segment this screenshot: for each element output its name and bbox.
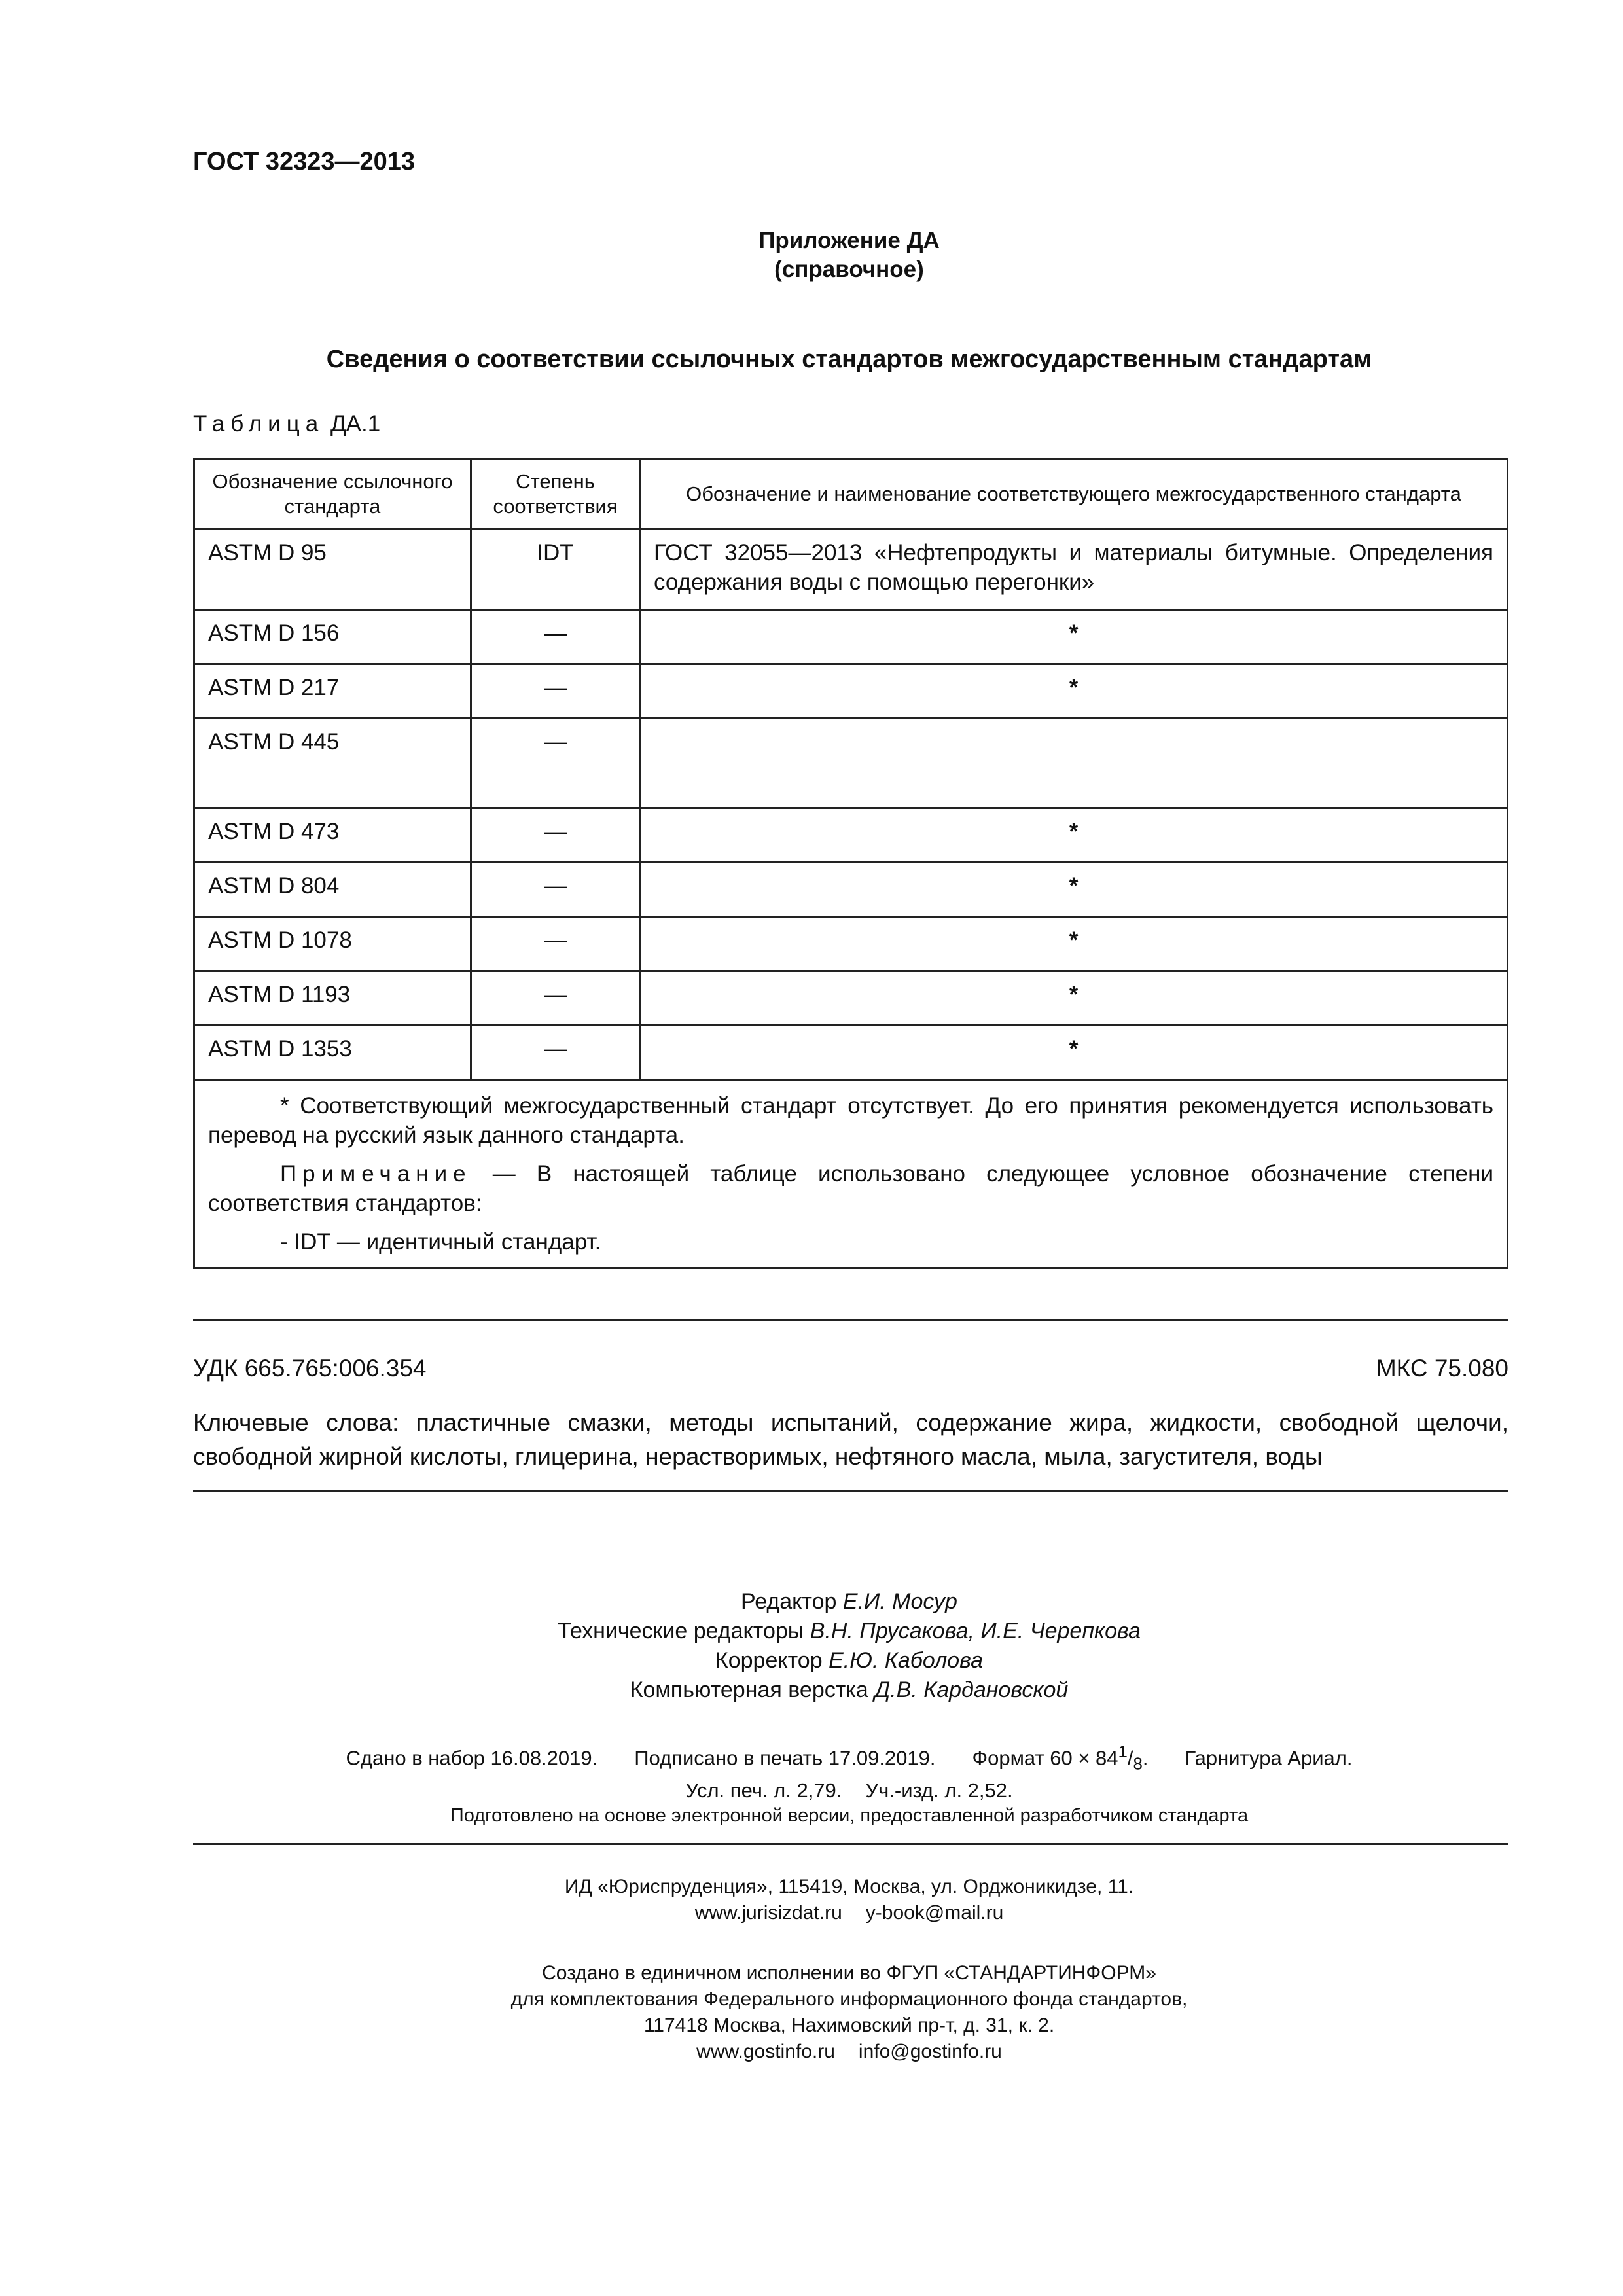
publisher-contacts: [0, 1900, 1623, 1926]
credit-editor: Редактор Е.И. Мосур: [741, 1589, 957, 1614]
appendix-heading: Сведения о соответствии ссылочных стандартов межгосударственным стандартам: [326, 346, 1372, 373]
correspondence-table: [193, 458, 1508, 1269]
udc-code: УДК 665.765:006.354: [193, 1355, 427, 1382]
table-footnote-cell: [194, 1080, 1508, 1268]
publisher-email: y-book@mail.ru: [865, 1902, 1004, 1924]
table-row: [194, 971, 1508, 1026]
cell-std: *: [640, 971, 1508, 1026]
print-line-1: Сдано в набор 16.08.2019. Подписано в печать 17.09.2019. Формат $60 \times 84^1/_8$. Гарнитура Ариал.: [346, 1743, 1353, 1774]
cell-ref: ASTM D 804: [194, 863, 471, 917]
cell-degree: —: [471, 863, 640, 917]
table-label-number: ДА.1: [330, 411, 381, 437]
note-label: Примечание: [280, 1161, 472, 1187]
note-idt: - IDT — идентичный стандарт.: [280, 1229, 601, 1255]
note-paragraph: [208, 1159, 1493, 1218]
publisher-info: [0, 1874, 1623, 1926]
cell-ref: ASTM D 1078: [194, 917, 471, 971]
created-email: info@gostinfo.ru: [858, 2041, 1002, 2062]
created-contacts: [0, 2039, 1623, 2065]
table-row: [194, 529, 1508, 610]
publisher-address: ИД «Юриспруденция», 115419, Москва, ул. Орджоникидзе, 11.: [564, 1876, 1134, 1897]
cell-std: *: [640, 610, 1508, 664]
publisher-site: www.jurisizdat.ru: [694, 1902, 842, 1924]
header-std: Обозначение и наименование соответствующего межгосударственного стандарта: [640, 459, 1508, 529]
cell-degree: —: [471, 610, 640, 664]
divider: [193, 1843, 1508, 1845]
cell-std: [640, 719, 1508, 808]
footnote-text: * Соответствующий межгосударственный стандарт отсутствует. До его принятия рекомендуется использовать перевод на русский язык данного стандарта.: [208, 1093, 1493, 1148]
created-line-1: Создано в единичном исполнении во ФГУП «СТАНДАРТИНФОРМ»: [542, 1962, 1156, 1984]
cell-degree: —: [471, 719, 640, 808]
table-row: [194, 664, 1508, 719]
print-line-2: Усл. печ. л. 2,79. Уч.-изд. л. 2,52.: [685, 1778, 1013, 1802]
cell-ref: ASTM D 1193: [194, 971, 471, 1026]
table-row: [194, 610, 1508, 664]
table-label: [193, 411, 380, 437]
cell-std: *: [640, 863, 1508, 917]
cell-std: *: [640, 664, 1508, 719]
cell-ref: ASTM D 1353: [194, 1026, 471, 1080]
created-site: www.gostinfo.ru: [696, 2041, 835, 2062]
table-row: [194, 917, 1508, 971]
created-line-3: 117418 Москва, Нахимовский пр-т, д. 31, к. 2.: [643, 2015, 1055, 2036]
table-label-word: Таблица: [193, 411, 325, 437]
table-row: [194, 863, 1508, 917]
header-degree: Степень соответствия: [471, 459, 640, 529]
divider: [193, 1490, 1508, 1492]
cell-degree: —: [471, 971, 640, 1026]
cell-degree: —: [471, 1026, 640, 1080]
cell-ref: ASTM D 217: [194, 664, 471, 719]
cell-degree: —: [471, 664, 640, 719]
cell-std: ГОСТ 32055—2013 «Нефтепродукты и материалы битумные. Определения содержания воды с помощью перегонки»: [640, 529, 1508, 610]
divider: [193, 1319, 1508, 1321]
print-info: [0, 1739, 1623, 1804]
cell-degree: —: [471, 808, 640, 863]
created-line-2: для комплектования Федерального информационного фонда стандартов,: [510, 1988, 1188, 2010]
table-row: [194, 719, 1508, 808]
credits: [0, 1587, 1623, 1705]
cell-degree: —: [471, 917, 640, 971]
table-row: [194, 1026, 1508, 1080]
cell-std: *: [640, 917, 1508, 971]
cell-ref: ASTM D 95: [194, 529, 471, 610]
document-code: ГОСТ 32323—2013: [193, 148, 416, 175]
mks-code: МКС 75.080: [1376, 1355, 1508, 1382]
table-footnote-row: [194, 1080, 1508, 1268]
created-info: [0, 1960, 1623, 2065]
prepared-note: Подготовлено на основе электронной версии, предоставленной разработчиком стандарта: [450, 1805, 1249, 1826]
header-ref: Обозначение ссылочного стандарта: [194, 459, 471, 529]
cell-degree: IDT: [471, 529, 640, 610]
appendix-title: Приложение ДА: [758, 228, 940, 253]
cell-std: *: [640, 808, 1508, 863]
credit-corrector: Корректор Е.Ю. Каболова: [715, 1648, 984, 1673]
cell-std: *: [640, 1026, 1508, 1080]
credit-tech-editors: Технические редакторы В.Н. Прусакова, И.Е. Черепкова: [558, 1619, 1141, 1643]
table-row: [194, 808, 1508, 863]
cell-ref: ASTM D 445: [194, 719, 471, 808]
note-text: — В настоящей таблице использовано следующее условное обозначение степени соответствия стандартов:: [208, 1161, 1493, 1216]
keywords: Ключевые слова: пластичные смазки, методы испытаний, содержание жира, жидкости, свободной щелочи, свободной жирной кислоты, глицерина, нерастворимых, нефтяного масла, мыла, загустителя, воды: [193, 1409, 1508, 1470]
credit-layout: Компьютерная верстка Д.В. Кардановской: [630, 1677, 1069, 1702]
appendix-subtitle: (справочное): [774, 257, 924, 282]
cell-ref: ASTM D 156: [194, 610, 471, 664]
cell-ref: ASTM D 473: [194, 808, 471, 863]
